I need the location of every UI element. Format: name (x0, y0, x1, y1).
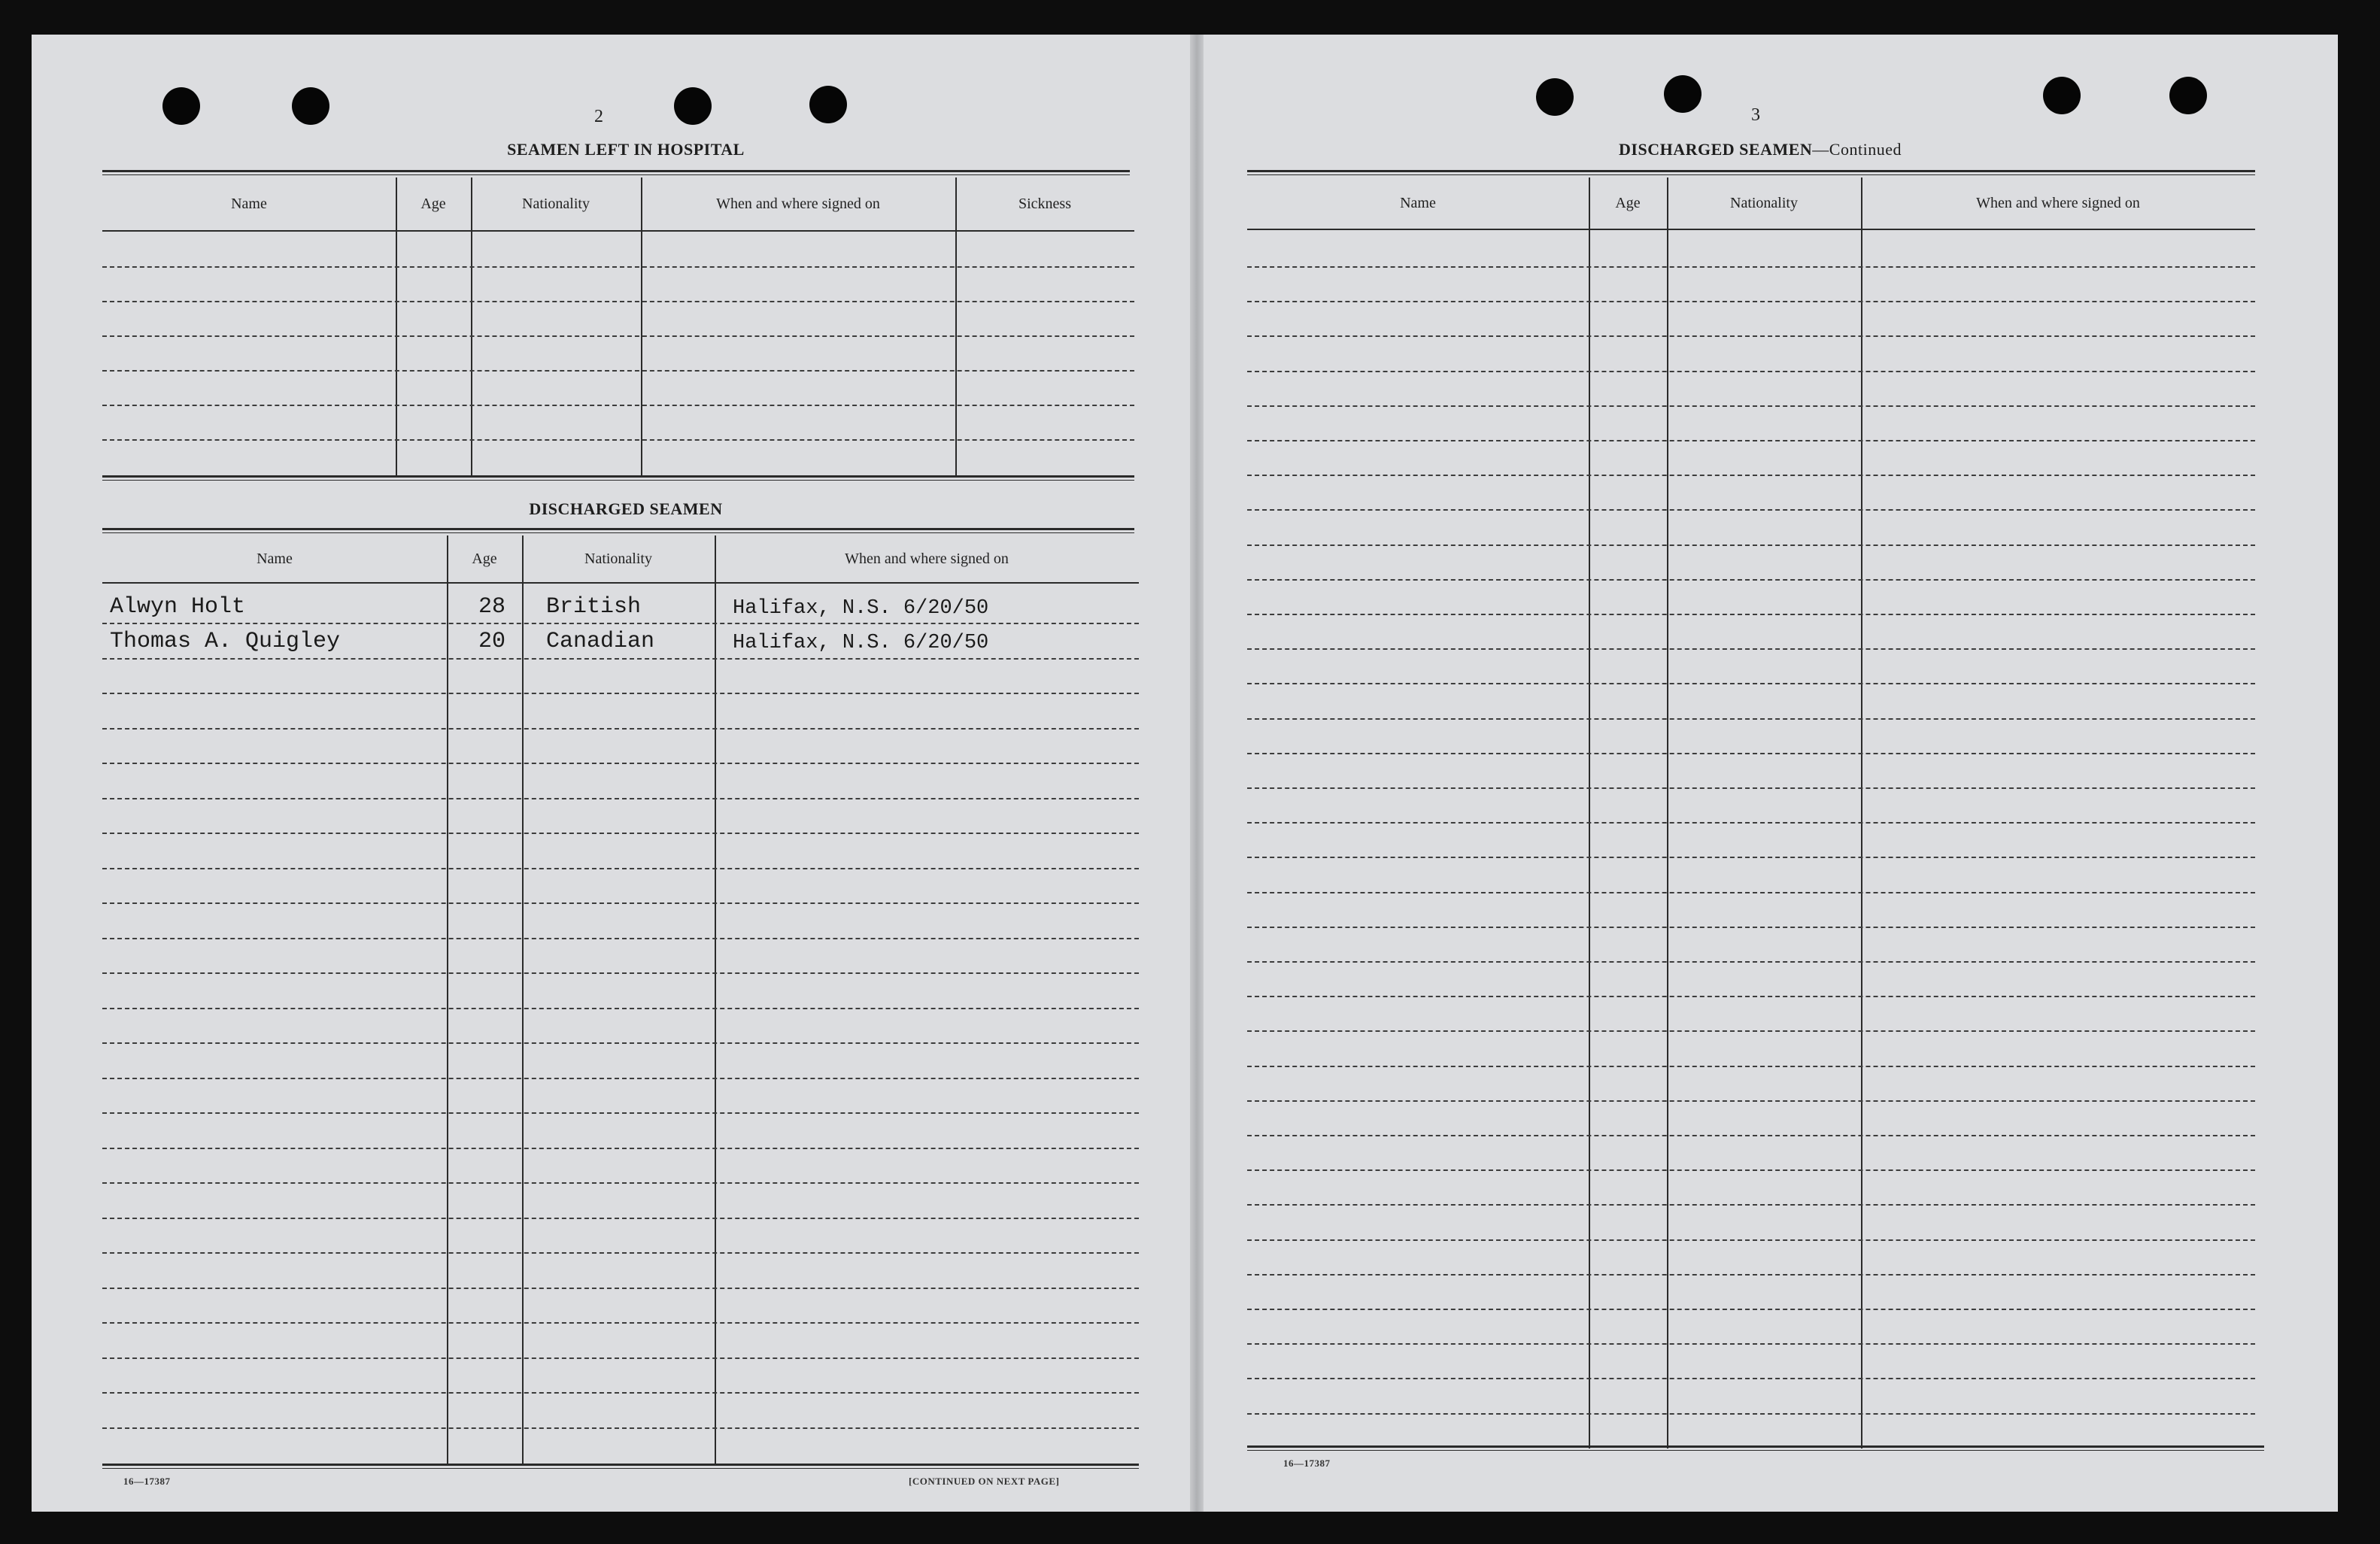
table-row (102, 584, 1139, 623)
punch-hole (2169, 77, 2207, 114)
column-divider (522, 535, 524, 1465)
row-line (1247, 1100, 2255, 1102)
row-line (1247, 371, 2255, 372)
row-line (1247, 301, 2255, 302)
table-header (1247, 177, 2255, 230)
seaman-signed-on: Halifax, N.S. 6/20/50 (733, 597, 989, 620)
column-header-nationality: Nationality (1730, 194, 1798, 211)
row-line (102, 439, 1134, 441)
row-line (1247, 892, 2255, 893)
row-line (1247, 1239, 2255, 1241)
row-line (1247, 266, 2255, 268)
row-line (102, 972, 1139, 974)
row-line (102, 1357, 1139, 1359)
row-line (1247, 1204, 2255, 1206)
row-line (1247, 996, 2255, 997)
seaman-age: 28 (478, 594, 506, 620)
hospital-table (102, 177, 1134, 475)
punch-hole (809, 86, 847, 123)
row-line (1247, 683, 2255, 684)
row-line (102, 1218, 1139, 1219)
row-line (1247, 1066, 2255, 1067)
row-line (1247, 927, 2255, 928)
column-divider (715, 535, 716, 1465)
form-number: 16—17387 (1283, 1458, 1331, 1469)
column-divider (471, 177, 472, 475)
row-line (1247, 335, 2255, 337)
row-line (1247, 961, 2255, 963)
page-gutter (1190, 35, 1204, 1512)
row-line (102, 902, 1139, 904)
row-line (102, 1322, 1139, 1324)
row-line (1247, 475, 2255, 476)
row-line (102, 405, 1134, 406)
punch-hole (1664, 75, 1702, 113)
row-line (102, 798, 1139, 799)
row-line (102, 658, 1139, 660)
row-line (102, 868, 1139, 869)
row-line (102, 763, 1139, 764)
column-divider (1589, 177, 1590, 1448)
column-divider (447, 535, 448, 1465)
row-line (102, 1288, 1139, 1289)
column-header-age: Age (472, 550, 497, 567)
row-line (1247, 822, 2255, 824)
row-line (102, 1148, 1139, 1149)
section-rule (102, 170, 1130, 175)
column-header-age: Age (1615, 194, 1641, 211)
row-line (102, 1427, 1139, 1429)
seaman-nationality: British (546, 594, 642, 620)
column-header-nationality: Nationality (522, 195, 590, 212)
column-header-name: Name (257, 550, 293, 567)
row-line (102, 266, 1134, 268)
punch-hole (162, 87, 200, 125)
row-line (1247, 718, 2255, 720)
row-line (102, 1078, 1139, 1079)
section-rule (1247, 1445, 2264, 1451)
row-line (102, 301, 1134, 302)
column-divider (1861, 177, 1862, 1448)
row-line (1247, 1274, 2255, 1276)
row-line (1247, 1343, 2255, 1345)
column-header-name: Name (231, 195, 267, 212)
column-divider (396, 177, 397, 475)
row-line (1247, 614, 2255, 615)
page-number: 3 (1751, 105, 1760, 125)
page-number: 2 (594, 107, 603, 126)
seaman-name: Alwyn Holt (110, 594, 246, 620)
row-line (102, 1008, 1139, 1009)
form-number: 16—17387 (123, 1476, 171, 1487)
row-line (1247, 1169, 2255, 1171)
seaman-signed-on: Halifax, N.S. 6/20/50 (733, 632, 989, 654)
row-line (1247, 1309, 2255, 1310)
seaman-nationality: Canadian (546, 629, 655, 654)
row-line (1247, 1378, 2255, 1379)
table-row (102, 623, 1139, 657)
row-line (1247, 1135, 2255, 1136)
seaman-age: 20 (478, 629, 506, 654)
column-header-sickness: Sickness (1018, 195, 1071, 212)
row-line (102, 1392, 1139, 1394)
table-header (102, 177, 1134, 232)
row-line (102, 370, 1134, 372)
discharged-continued-table (1247, 177, 2255, 1448)
row-line (1247, 787, 2255, 789)
punch-hole (1536, 78, 1574, 116)
row-line (102, 693, 1139, 694)
row-line (102, 938, 1139, 939)
row-line (1247, 857, 2255, 858)
column-header-signed-on: When and where signed on (1976, 194, 2140, 211)
row-line (1247, 440, 2255, 441)
column-divider (641, 177, 642, 475)
continued-note: [CONTINUED ON NEXT PAGE] (909, 1476, 1060, 1487)
column-header-age: Age (420, 195, 446, 212)
row-line (1247, 579, 2255, 581)
section-rule (102, 475, 1134, 481)
right-page (1204, 35, 2338, 1512)
row-line (102, 335, 1134, 337)
row-line (102, 833, 1139, 834)
column-header-signed-on: When and where signed on (845, 550, 1009, 567)
row-line (1247, 405, 2255, 407)
punch-hole (292, 87, 329, 125)
column-header-nationality: Nationality (584, 550, 652, 567)
section-title (1550, 140, 1971, 159)
row-line (1247, 509, 2255, 511)
section-rule (102, 528, 1134, 533)
column-header-name: Name (1400, 194, 1436, 211)
punch-hole (674, 87, 712, 125)
row-line (102, 1112, 1139, 1114)
section-rule (1247, 170, 2255, 175)
row-line (102, 1182, 1139, 1184)
row-line (1247, 1030, 2255, 1032)
section-title-main: DISCHARGED SEAMEN (1619, 140, 1813, 159)
row-line (1247, 1413, 2255, 1415)
row-line (1247, 753, 2255, 754)
row-line (102, 1252, 1139, 1254)
section-title-suffix: —Continued (1812, 140, 1902, 159)
hospital-section-title: SEAMEN LEFT IN HOSPITAL (507, 140, 745, 159)
table-header (102, 535, 1139, 584)
seaman-name: Thomas A. Quigley (110, 629, 341, 654)
column-divider (955, 177, 957, 475)
row-line (102, 1042, 1139, 1044)
section-rule (102, 1464, 1139, 1469)
row-line (1247, 648, 2255, 650)
punch-hole (2043, 77, 2081, 114)
row-line (1247, 544, 2255, 546)
discharged-section-title: DISCHARGED SEAMEN (529, 499, 723, 518)
row-line (102, 728, 1139, 730)
column-header-signed-on: When and where signed on (716, 195, 880, 212)
column-divider (1667, 177, 1668, 1448)
left-page (32, 35, 1190, 1512)
discharged-table (102, 535, 1139, 1465)
